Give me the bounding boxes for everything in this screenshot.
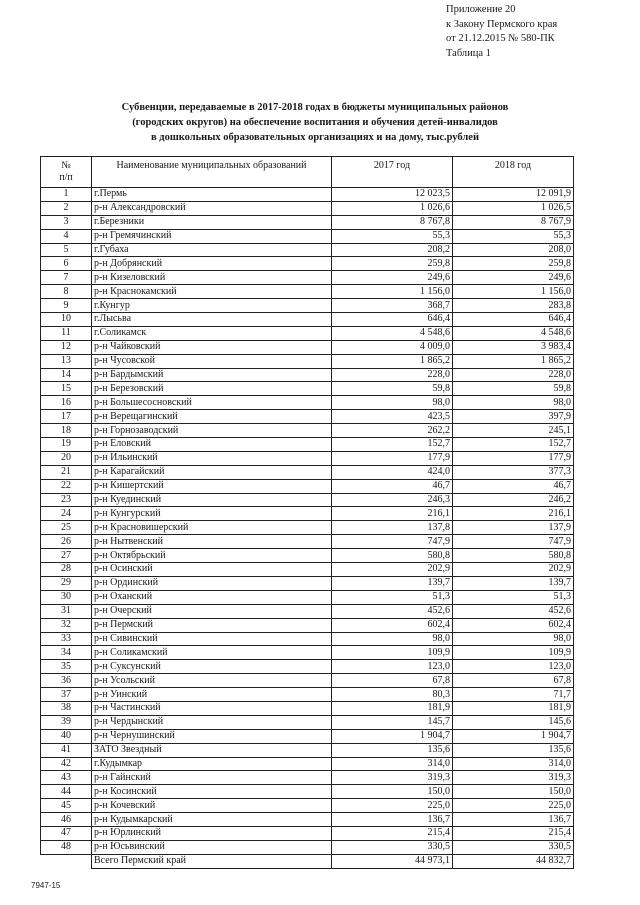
table-row bbox=[41, 201, 574, 215]
row-value-2017: 580,8 bbox=[332, 549, 453, 563]
row-value-2018: 67,8 bbox=[453, 674, 574, 688]
row-value-2017: 59,8 bbox=[332, 382, 453, 396]
row-value-2017: 152,7 bbox=[332, 438, 453, 452]
row-value-2017: 136,7 bbox=[332, 813, 453, 827]
table-row bbox=[41, 368, 574, 382]
row-value-2017: 145,7 bbox=[332, 715, 453, 729]
row-value-2018: 98,0 bbox=[453, 396, 574, 410]
row-municipality: р-н Косинский bbox=[92, 785, 332, 799]
row-value-2018: 580,8 bbox=[453, 549, 574, 563]
row-value-2018: 150,0 bbox=[453, 785, 574, 799]
row-number: 44 bbox=[41, 785, 92, 799]
row-value-2017: 150,0 bbox=[332, 785, 453, 799]
row-value-2018: 59,8 bbox=[453, 382, 574, 396]
row-value-2018: 330,5 bbox=[453, 840, 574, 854]
subventions-table bbox=[40, 156, 574, 869]
row-value-2017: 4 009,0 bbox=[332, 340, 453, 354]
row-number: 9 bbox=[41, 299, 92, 313]
table-row bbox=[41, 215, 574, 229]
row-value-2017: 1 026,6 bbox=[332, 201, 453, 215]
row-value-2017: 12 023,5 bbox=[332, 188, 453, 202]
total-blank bbox=[41, 854, 92, 868]
row-municipality: р-н Усольский bbox=[92, 674, 332, 688]
row-value-2018: 136,7 bbox=[453, 813, 574, 827]
row-value-2018: 452,6 bbox=[453, 604, 574, 618]
row-value-2017: 424,0 bbox=[332, 465, 453, 479]
row-number: 27 bbox=[41, 549, 92, 563]
row-municipality: р-н Кизеловский bbox=[92, 271, 332, 285]
row-municipality: г.Кунгур bbox=[92, 299, 332, 313]
row-municipality: р-н Юрлинский bbox=[92, 826, 332, 840]
row-number: 7 bbox=[41, 271, 92, 285]
row-municipality: р-н Гайнский bbox=[92, 771, 332, 785]
row-municipality: р-н Гремячинский bbox=[92, 229, 332, 243]
row-value-2018: 139,7 bbox=[453, 576, 574, 590]
header-number bbox=[41, 157, 92, 188]
row-municipality: р-н Березовский bbox=[92, 382, 332, 396]
row-municipality: р-н Верещагинский bbox=[92, 410, 332, 424]
row-number: 42 bbox=[41, 757, 92, 771]
row-municipality: р-н Соликамский bbox=[92, 646, 332, 660]
row-municipality: р-н Уинский bbox=[92, 688, 332, 702]
row-value-2017: 80,3 bbox=[332, 688, 453, 702]
row-number: 35 bbox=[41, 660, 92, 674]
row-number: 5 bbox=[41, 243, 92, 257]
row-municipality: г.Соликамск bbox=[92, 326, 332, 340]
row-value-2017: 368,7 bbox=[332, 299, 453, 313]
row-municipality: р-н Красновишерский bbox=[92, 521, 332, 535]
row-municipality: р-н Октябрьский bbox=[92, 549, 332, 563]
title-line-1: Субвенции, передаваемые в 2017-2018 годах в бюджеты муниципальных районов bbox=[121, 102, 509, 113]
table-row bbox=[41, 313, 574, 327]
table-row bbox=[41, 813, 574, 827]
row-municipality: р-н Чусовской bbox=[92, 354, 332, 368]
row-number: 45 bbox=[41, 799, 92, 813]
table-row bbox=[41, 826, 574, 840]
row-value-2018: 123,0 bbox=[453, 660, 574, 674]
header-2018: 2018 год bbox=[453, 157, 574, 188]
row-municipality: р-н Александровский bbox=[92, 201, 332, 215]
row-municipality: р-н Суксунский bbox=[92, 660, 332, 674]
row-number: 4 bbox=[41, 229, 92, 243]
row-value-2017: 135,6 bbox=[332, 743, 453, 757]
table-row bbox=[41, 465, 574, 479]
row-municipality: р-н Кишертский bbox=[92, 479, 332, 493]
row-number: 15 bbox=[41, 382, 92, 396]
row-municipality: р-н Нытвенский bbox=[92, 535, 332, 549]
row-number: 10 bbox=[41, 313, 92, 327]
row-value-2018: 71,7 bbox=[453, 688, 574, 702]
row-value-2018: 1 026,5 bbox=[453, 201, 574, 215]
title-line-3: в дошкольных образовательных организациях и на дому, тыс.рублей bbox=[150, 132, 480, 143]
row-number: 33 bbox=[41, 632, 92, 646]
row-number: 23 bbox=[41, 493, 92, 507]
row-value-2018: 135,6 bbox=[453, 743, 574, 757]
row-municipality: р-н Краснокамский bbox=[92, 285, 332, 299]
row-value-2018: 245,1 bbox=[453, 424, 574, 438]
row-value-2017: 602,4 bbox=[332, 618, 453, 632]
row-municipality: р-н Карагайский bbox=[92, 465, 332, 479]
table-row bbox=[41, 576, 574, 590]
table-row bbox=[41, 229, 574, 243]
row-value-2017: 208,2 bbox=[332, 243, 453, 257]
row-number: 21 bbox=[41, 465, 92, 479]
row-number: 8 bbox=[41, 285, 92, 299]
row-number: 24 bbox=[41, 507, 92, 521]
table-row bbox=[41, 507, 574, 521]
row-number: 11 bbox=[41, 326, 92, 340]
footer-code: 7947-15 bbox=[31, 881, 61, 890]
table-body bbox=[41, 188, 574, 869]
row-value-2018: 259,8 bbox=[453, 257, 574, 271]
row-municipality: г.Березники bbox=[92, 215, 332, 229]
title-line-2: (городских округов) на обеспечение воспитания и обучения детей-инвалидов bbox=[132, 117, 498, 128]
table-row bbox=[41, 521, 574, 535]
row-value-2018: 1 156,0 bbox=[453, 285, 574, 299]
row-municipality: р-н Ординский bbox=[92, 576, 332, 590]
row-value-2018: 109,9 bbox=[453, 646, 574, 660]
row-value-2018: 216,1 bbox=[453, 507, 574, 521]
header-number-line-1: № bbox=[61, 160, 71, 171]
row-number: 18 bbox=[41, 424, 92, 438]
row-value-2017: 228,0 bbox=[332, 368, 453, 382]
row-municipality: р-н Чердынский bbox=[92, 715, 332, 729]
header-number-line-2: п/п bbox=[59, 172, 73, 183]
row-number: 32 bbox=[41, 618, 92, 632]
table-row bbox=[41, 493, 574, 507]
row-municipality: р-н Еловский bbox=[92, 438, 332, 452]
table-row bbox=[41, 688, 574, 702]
appendix-law: к Закону Пермского края bbox=[446, 18, 558, 30]
row-municipality: р-н Кудымкарский bbox=[92, 813, 332, 827]
appendix-number: Приложение 20 bbox=[446, 4, 516, 15]
row-municipality: р-н Добрянский bbox=[92, 257, 332, 271]
table-row bbox=[41, 340, 574, 354]
row-municipality: г.Пермь bbox=[92, 188, 332, 202]
row-value-2018: 208,0 bbox=[453, 243, 574, 257]
row-number: 48 bbox=[41, 840, 92, 854]
row-municipality: р-н Горнозаводский bbox=[92, 424, 332, 438]
row-municipality: р-н Бардымский bbox=[92, 368, 332, 382]
row-value-2018: 215,4 bbox=[453, 826, 574, 840]
row-municipality: р-н Кочевский bbox=[92, 799, 332, 813]
table-row bbox=[41, 354, 574, 368]
row-number: 38 bbox=[41, 701, 92, 715]
table-row bbox=[41, 646, 574, 660]
row-number: 28 bbox=[41, 563, 92, 577]
row-value-2017: 181,9 bbox=[332, 701, 453, 715]
row-number: 37 bbox=[41, 688, 92, 702]
row-municipality: р-н Кунгурский bbox=[92, 507, 332, 521]
row-number: 26 bbox=[41, 535, 92, 549]
appendix-header bbox=[446, 3, 557, 61]
row-value-2017: 55,3 bbox=[332, 229, 453, 243]
table-row bbox=[41, 326, 574, 340]
row-value-2018: 747,9 bbox=[453, 535, 574, 549]
table-row bbox=[41, 729, 574, 743]
row-number: 16 bbox=[41, 396, 92, 410]
appendix-table-number: Таблица 1 bbox=[446, 47, 491, 59]
row-number: 12 bbox=[41, 340, 92, 354]
row-value-2017: 109,9 bbox=[332, 646, 453, 660]
row-municipality: р-н Оханский bbox=[92, 590, 332, 604]
table-row bbox=[41, 674, 574, 688]
row-number: 2 bbox=[41, 201, 92, 215]
row-municipality: р-н Сивинский bbox=[92, 632, 332, 646]
table-row bbox=[41, 743, 574, 757]
table-row bbox=[41, 563, 574, 577]
header-municipality: Наименование муниципальных образований bbox=[92, 157, 332, 188]
row-value-2017: 177,9 bbox=[332, 451, 453, 465]
total-row bbox=[41, 854, 574, 868]
table-row bbox=[41, 840, 574, 854]
row-number: 6 bbox=[41, 257, 92, 271]
row-municipality: р-н Чернушинский bbox=[92, 729, 332, 743]
row-value-2018: 249,6 bbox=[453, 271, 574, 285]
row-value-2018: 145,6 bbox=[453, 715, 574, 729]
table-row bbox=[41, 257, 574, 271]
row-number: 29 bbox=[41, 576, 92, 590]
row-number: 1 bbox=[41, 188, 92, 202]
row-value-2017: 46,7 bbox=[332, 479, 453, 493]
row-value-2018: 602,4 bbox=[453, 618, 574, 632]
row-value-2018: 3 983,4 bbox=[453, 340, 574, 354]
row-municipality: р-н Куединский bbox=[92, 493, 332, 507]
table-row bbox=[41, 549, 574, 563]
header-2017: 2017 год bbox=[332, 157, 453, 188]
row-value-2017: 330,5 bbox=[332, 840, 453, 854]
table-row bbox=[41, 479, 574, 493]
row-value-2017: 1 904,7 bbox=[332, 729, 453, 743]
row-number: 40 bbox=[41, 729, 92, 743]
row-number: 36 bbox=[41, 674, 92, 688]
row-number: 31 bbox=[41, 604, 92, 618]
row-value-2018: 283,8 bbox=[453, 299, 574, 313]
table-row bbox=[41, 271, 574, 285]
row-value-2018: 202,9 bbox=[453, 563, 574, 577]
table-row bbox=[41, 535, 574, 549]
row-value-2018: 98,0 bbox=[453, 632, 574, 646]
row-value-2017: 1 865,2 bbox=[332, 354, 453, 368]
row-value-2017: 67,8 bbox=[332, 674, 453, 688]
row-value-2018: 46,7 bbox=[453, 479, 574, 493]
row-number: 19 bbox=[41, 438, 92, 452]
row-value-2018: 12 091,9 bbox=[453, 188, 574, 202]
row-value-2018: 397,9 bbox=[453, 410, 574, 424]
row-value-2017: 249,6 bbox=[332, 271, 453, 285]
table-row bbox=[41, 715, 574, 729]
row-value-2018: 137,9 bbox=[453, 521, 574, 535]
row-value-2018: 4 548,6 bbox=[453, 326, 574, 340]
row-value-2018: 181,9 bbox=[453, 701, 574, 715]
row-value-2017: 137,8 bbox=[332, 521, 453, 535]
row-number: 17 bbox=[41, 410, 92, 424]
row-value-2017: 215,4 bbox=[332, 826, 453, 840]
table-row bbox=[41, 604, 574, 618]
row-value-2017: 225,0 bbox=[332, 799, 453, 813]
row-value-2017: 452,6 bbox=[332, 604, 453, 618]
row-value-2017: 314,0 bbox=[332, 757, 453, 771]
table-row bbox=[41, 410, 574, 424]
table-row bbox=[41, 285, 574, 299]
row-municipality: г.Губаха bbox=[92, 243, 332, 257]
row-number: 39 bbox=[41, 715, 92, 729]
row-number: 34 bbox=[41, 646, 92, 660]
row-value-2017: 246,3 bbox=[332, 493, 453, 507]
table-row bbox=[41, 396, 574, 410]
row-value-2018: 377,3 bbox=[453, 465, 574, 479]
row-value-2017: 98,0 bbox=[332, 632, 453, 646]
table-row bbox=[41, 299, 574, 313]
row-municipality: г.Кудымкар bbox=[92, 757, 332, 771]
table-header-row bbox=[41, 157, 574, 188]
table-row bbox=[41, 771, 574, 785]
row-value-2017: 423,5 bbox=[332, 410, 453, 424]
table-row bbox=[41, 757, 574, 771]
table-row bbox=[41, 618, 574, 632]
table-row bbox=[41, 632, 574, 646]
row-value-2017: 1 156,0 bbox=[332, 285, 453, 299]
table-row bbox=[41, 438, 574, 452]
table-row bbox=[41, 701, 574, 715]
table-row bbox=[41, 785, 574, 799]
row-value-2017: 646,4 bbox=[332, 313, 453, 327]
row-value-2018: 177,9 bbox=[453, 451, 574, 465]
row-value-2018: 225,0 bbox=[453, 799, 574, 813]
row-municipality: р-н Осинский bbox=[92, 563, 332, 577]
row-value-2018: 55,3 bbox=[453, 229, 574, 243]
row-value-2017: 202,9 bbox=[332, 563, 453, 577]
table-row bbox=[41, 188, 574, 202]
row-value-2018: 1 865,2 bbox=[453, 354, 574, 368]
row-value-2018: 646,4 bbox=[453, 313, 574, 327]
row-number: 3 bbox=[41, 215, 92, 229]
row-number: 25 bbox=[41, 521, 92, 535]
row-municipality: р-н Ильинский bbox=[92, 451, 332, 465]
row-value-2017: 747,9 bbox=[332, 535, 453, 549]
table-row bbox=[41, 424, 574, 438]
row-municipality: р-н Чайковский bbox=[92, 340, 332, 354]
row-value-2017: 98,0 bbox=[332, 396, 453, 410]
row-municipality: р-н Очерский bbox=[92, 604, 332, 618]
row-value-2017: 216,1 bbox=[332, 507, 453, 521]
table-row bbox=[41, 799, 574, 813]
table-row bbox=[41, 590, 574, 604]
total-label: Всего Пермский край bbox=[92, 854, 332, 868]
row-number: 20 bbox=[41, 451, 92, 465]
row-value-2017: 319,3 bbox=[332, 771, 453, 785]
table-row bbox=[41, 243, 574, 257]
row-value-2018: 51,3 bbox=[453, 590, 574, 604]
row-number: 14 bbox=[41, 368, 92, 382]
row-municipality: р-н Большесосновский bbox=[92, 396, 332, 410]
row-value-2018: 314,0 bbox=[453, 757, 574, 771]
total-value-2018: 44 832,7 bbox=[453, 854, 574, 868]
row-municipality: р-н Пермский bbox=[92, 618, 332, 632]
row-value-2018: 152,7 bbox=[453, 438, 574, 452]
row-value-2018: 1 904,7 bbox=[453, 729, 574, 743]
row-value-2018: 228,0 bbox=[453, 368, 574, 382]
row-number: 13 bbox=[41, 354, 92, 368]
row-number: 30 bbox=[41, 590, 92, 604]
document-title bbox=[80, 100, 550, 145]
row-value-2018: 246,2 bbox=[453, 493, 574, 507]
row-number: 46 bbox=[41, 813, 92, 827]
row-value-2017: 259,8 bbox=[332, 257, 453, 271]
row-municipality: р-н Юсьвинский bbox=[92, 840, 332, 854]
total-value-2017: 44 973,1 bbox=[332, 854, 453, 868]
row-value-2017: 139,7 bbox=[332, 576, 453, 590]
row-municipality: ЗАТО Звездный bbox=[92, 743, 332, 757]
row-value-2017: 123,0 bbox=[332, 660, 453, 674]
row-value-2017: 51,3 bbox=[332, 590, 453, 604]
appendix-law-date: от 21.12.2015 № 580-ПК bbox=[446, 33, 555, 44]
row-value-2018: 319,3 bbox=[453, 771, 574, 785]
table-row bbox=[41, 382, 574, 396]
row-number: 47 bbox=[41, 826, 92, 840]
row-number: 22 bbox=[41, 479, 92, 493]
row-value-2018: 8 767,9 bbox=[453, 215, 574, 229]
row-number: 43 bbox=[41, 771, 92, 785]
row-municipality: р-н Частинский bbox=[92, 701, 332, 715]
row-value-2017: 4 548,6 bbox=[332, 326, 453, 340]
table-row bbox=[41, 660, 574, 674]
table-row bbox=[41, 451, 574, 465]
row-municipality: г.Лысьва bbox=[92, 313, 332, 327]
row-number: 41 bbox=[41, 743, 92, 757]
row-value-2017: 8 767,8 bbox=[332, 215, 453, 229]
row-value-2017: 262,2 bbox=[332, 424, 453, 438]
